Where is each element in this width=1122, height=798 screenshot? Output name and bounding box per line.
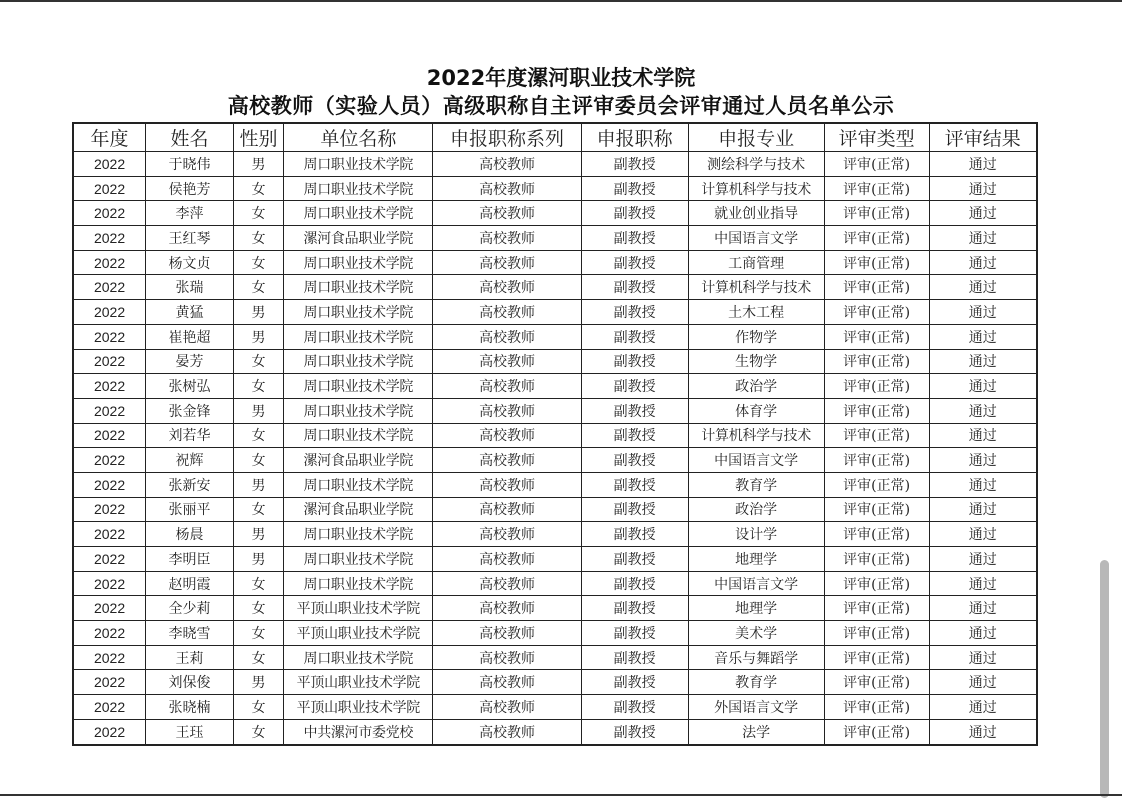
cell-gender: 男 <box>233 472 283 497</box>
cell-year: 2022 <box>73 152 146 177</box>
cell-review-type: 评审(正常) <box>824 547 929 572</box>
cell-gender: 女 <box>233 176 283 201</box>
cell-result: 通过 <box>929 324 1037 349</box>
cell-title-series: 高校教师 <box>433 374 581 399</box>
cell-result: 通过 <box>929 300 1037 325</box>
cell-review-type: 评审(正常) <box>824 719 929 744</box>
cell-title-series: 高校教师 <box>433 300 581 325</box>
cell-name: 赵明霞 <box>146 571 234 596</box>
cell-year: 2022 <box>73 670 146 695</box>
cell-gender: 女 <box>233 374 283 399</box>
cell-name: 王红琴 <box>146 226 234 251</box>
table-row <box>73 448 1037 473</box>
cell-unit: 周口职业技术学院 <box>284 250 433 275</box>
table-row <box>73 670 1037 695</box>
cell-name: 张丽平 <box>146 497 234 522</box>
cell-title: 副教授 <box>581 201 688 226</box>
cell-gender: 女 <box>233 349 283 374</box>
cell-year: 2022 <box>73 374 146 399</box>
cell-result: 通过 <box>929 226 1037 251</box>
table-body <box>73 152 1037 745</box>
cell-title-series: 高校教师 <box>433 250 581 275</box>
cell-result: 通过 <box>929 176 1037 201</box>
cell-result: 通过 <box>929 349 1037 374</box>
table-row <box>73 250 1037 275</box>
cell-unit: 中共漯河市委党校 <box>284 719 433 744</box>
table-row <box>73 374 1037 399</box>
cell-name: 李晓雪 <box>146 621 234 646</box>
cell-name: 刘若华 <box>146 423 234 448</box>
cell-major: 音乐与舞蹈学 <box>688 645 824 670</box>
cell-name: 晏芳 <box>146 349 234 374</box>
cell-title-series: 高校教师 <box>433 324 581 349</box>
cell-title: 副教授 <box>581 645 688 670</box>
cell-name: 王珏 <box>146 719 234 744</box>
cell-review-type: 评审(正常) <box>824 670 929 695</box>
table-row <box>73 547 1037 572</box>
cell-review-type: 评审(正常) <box>824 423 929 448</box>
cell-unit: 漯河食品职业学院 <box>284 497 433 522</box>
cell-unit: 周口职业技术学院 <box>284 472 433 497</box>
cell-title-series: 高校教师 <box>433 349 581 374</box>
table-row <box>73 472 1037 497</box>
cell-gender: 女 <box>233 201 283 226</box>
cell-review-type: 评审(正常) <box>824 621 929 646</box>
cell-major: 土木工程 <box>688 300 824 325</box>
vertical-scrollbar[interactable] <box>1100 560 1109 798</box>
cell-unit: 周口职业技术学院 <box>284 300 433 325</box>
cell-review-type: 评审(正常) <box>824 695 929 720</box>
cell-title: 副教授 <box>581 300 688 325</box>
cell-year: 2022 <box>73 349 146 374</box>
cell-major: 中国语言文学 <box>688 226 824 251</box>
cell-result: 通过 <box>929 448 1037 473</box>
cell-name: 张晓楠 <box>146 695 234 720</box>
cell-major: 体育学 <box>688 398 824 423</box>
cell-result: 通过 <box>929 522 1037 547</box>
column-header-title: 申报职称 <box>581 123 688 152</box>
cell-major: 设计学 <box>688 522 824 547</box>
cell-major: 政治学 <box>688 497 824 522</box>
cell-title: 副教授 <box>581 349 688 374</box>
table-row <box>73 423 1037 448</box>
cell-name: 张树弘 <box>146 374 234 399</box>
cell-year: 2022 <box>73 497 146 522</box>
cell-major: 中国语言文学 <box>688 448 824 473</box>
cell-name: 侯艳芳 <box>146 176 234 201</box>
cell-review-type: 评审(正常) <box>824 226 929 251</box>
cell-gender: 男 <box>233 522 283 547</box>
cell-result: 通过 <box>929 374 1037 399</box>
cell-gender: 男 <box>233 300 283 325</box>
cell-result: 通过 <box>929 423 1037 448</box>
cell-title-series: 高校教师 <box>433 497 581 522</box>
cell-gender: 女 <box>233 596 283 621</box>
cell-name: 杨晨 <box>146 522 234 547</box>
table-row <box>73 645 1037 670</box>
cell-title: 副教授 <box>581 374 688 399</box>
cell-unit: 周口职业技术学院 <box>284 374 433 399</box>
cell-major: 地理学 <box>688 547 824 572</box>
document-title: 2022年度漯河职业技术学院 <box>426 66 696 90</box>
cell-result: 通过 <box>929 596 1037 621</box>
cell-result: 通过 <box>929 201 1037 226</box>
cell-title: 副教授 <box>581 571 688 596</box>
cell-unit: 平顶山职业技术学院 <box>284 621 433 646</box>
cell-result: 通过 <box>929 472 1037 497</box>
cell-title-series: 高校教师 <box>433 571 581 596</box>
cell-title: 副教授 <box>581 522 688 547</box>
column-header-unit: 单位名称 <box>284 123 433 152</box>
cell-title-series: 高校教师 <box>433 596 581 621</box>
cell-gender: 男 <box>233 398 283 423</box>
cell-unit: 周口职业技术学院 <box>284 275 433 300</box>
cell-result: 通过 <box>929 571 1037 596</box>
cell-title-series: 高校教师 <box>433 547 581 572</box>
cell-review-type: 评审(正常) <box>824 201 929 226</box>
column-header-gender: 性别 <box>233 123 283 152</box>
cell-review-type: 评审(正常) <box>824 472 929 497</box>
cell-name: 李萍 <box>146 201 234 226</box>
cell-title-series: 高校教师 <box>433 522 581 547</box>
cell-unit: 平顶山职业技术学院 <box>284 695 433 720</box>
cell-review-type: 评审(正常) <box>824 152 929 177</box>
cell-year: 2022 <box>73 201 146 226</box>
cell-year: 2022 <box>73 645 146 670</box>
cell-name: 张新安 <box>146 472 234 497</box>
cell-unit: 周口职业技术学院 <box>284 324 433 349</box>
cell-title-series: 高校教师 <box>433 423 581 448</box>
cell-gender: 男 <box>233 670 283 695</box>
cell-unit: 周口职业技术学院 <box>284 201 433 226</box>
cell-name: 王莉 <box>146 645 234 670</box>
cell-title: 副教授 <box>581 152 688 177</box>
cell-title: 副教授 <box>581 497 688 522</box>
cell-title-series: 高校教师 <box>433 719 581 744</box>
cell-result: 通过 <box>929 547 1037 572</box>
cell-year: 2022 <box>73 621 146 646</box>
column-header-year: 年度 <box>73 123 146 152</box>
cell-review-type: 评审(正常) <box>824 275 929 300</box>
cell-gender: 女 <box>233 695 283 720</box>
cell-review-type: 评审(正常) <box>824 250 929 275</box>
cell-result: 通过 <box>929 250 1037 275</box>
cell-title: 副教授 <box>581 472 688 497</box>
table-row <box>73 695 1037 720</box>
cell-gender: 女 <box>233 497 283 522</box>
column-header-title-series: 申报职称系列 <box>433 123 581 152</box>
cell-name: 杨文贞 <box>146 250 234 275</box>
cell-result: 通过 <box>929 645 1037 670</box>
cell-result: 通过 <box>929 719 1037 744</box>
cell-name: 祝辉 <box>146 448 234 473</box>
cell-unit: 平顶山职业技术学院 <box>284 596 433 621</box>
cell-review-type: 评审(正常) <box>824 645 929 670</box>
cell-unit: 周口职业技术学院 <box>284 522 433 547</box>
cell-unit: 平顶山职业技术学院 <box>284 670 433 695</box>
cell-gender: 男 <box>233 547 283 572</box>
cell-major: 计算机科学与技术 <box>688 176 824 201</box>
cell-result: 通过 <box>929 497 1037 522</box>
cell-gender: 女 <box>233 621 283 646</box>
cell-title: 副教授 <box>581 547 688 572</box>
column-header-major: 申报专业 <box>688 123 824 152</box>
cell-result: 通过 <box>929 621 1037 646</box>
table-row <box>73 176 1037 201</box>
cell-review-type: 评审(正常) <box>824 571 929 596</box>
cell-result: 通过 <box>929 152 1037 177</box>
table-row <box>73 497 1037 522</box>
table-row <box>73 571 1037 596</box>
cell-major: 作物学 <box>688 324 824 349</box>
cell-major: 计算机科学与技术 <box>688 275 824 300</box>
column-header-review-type: 评审类型 <box>824 123 929 152</box>
cell-major: 就业创业指导 <box>688 201 824 226</box>
cell-gender: 女 <box>233 250 283 275</box>
cell-title-series: 高校教师 <box>433 472 581 497</box>
cell-unit: 周口职业技术学院 <box>284 176 433 201</box>
cell-title: 副教授 <box>581 176 688 201</box>
roster-table <box>72 122 1038 746</box>
table-header-row <box>73 123 1037 152</box>
cell-gender: 女 <box>233 423 283 448</box>
table-row <box>73 719 1037 744</box>
table-row <box>73 300 1037 325</box>
cell-title-series: 高校教师 <box>433 448 581 473</box>
cell-name: 李明臣 <box>146 547 234 572</box>
cell-name: 黄猛 <box>146 300 234 325</box>
bottom-divider <box>0 794 1122 796</box>
cell-unit: 周口职业技术学院 <box>284 398 433 423</box>
cell-title: 副教授 <box>581 275 688 300</box>
table-row <box>73 398 1037 423</box>
cell-year: 2022 <box>73 571 146 596</box>
cell-review-type: 评审(正常) <box>824 324 929 349</box>
cell-title: 副教授 <box>581 719 688 744</box>
cell-title-series: 高校教师 <box>433 226 581 251</box>
cell-major: 外国语言文学 <box>688 695 824 720</box>
cell-result: 通过 <box>929 695 1037 720</box>
cell-title-series: 高校教师 <box>433 398 581 423</box>
cell-year: 2022 <box>73 324 146 349</box>
cell-title: 副教授 <box>581 398 688 423</box>
cell-major: 美术学 <box>688 621 824 646</box>
cell-year: 2022 <box>73 398 146 423</box>
cell-title-series: 高校教师 <box>433 201 581 226</box>
cell-title: 副教授 <box>581 448 688 473</box>
cell-major: 中国语言文学 <box>688 571 824 596</box>
cell-year: 2022 <box>73 522 146 547</box>
cell-year: 2022 <box>73 250 146 275</box>
cell-title-series: 高校教师 <box>433 645 581 670</box>
cell-result: 通过 <box>929 275 1037 300</box>
cell-year: 2022 <box>73 472 146 497</box>
cell-result: 通过 <box>929 670 1037 695</box>
document-subtitle: 高校教师（实验人员）高级职称自主评审委员会评审通过人员名单公示 <box>227 94 895 118</box>
cell-major: 计算机科学与技术 <box>688 423 824 448</box>
cell-gender: 女 <box>233 448 283 473</box>
cell-year: 2022 <box>73 596 146 621</box>
cell-major: 工商管理 <box>688 250 824 275</box>
cell-title-series: 高校教师 <box>433 152 581 177</box>
table-row <box>73 324 1037 349</box>
table-row <box>73 621 1037 646</box>
cell-gender: 女 <box>233 226 283 251</box>
cell-unit: 周口职业技术学院 <box>284 349 433 374</box>
cell-major: 教育学 <box>688 670 824 695</box>
cell-title: 副教授 <box>581 226 688 251</box>
table-row <box>73 596 1037 621</box>
cell-review-type: 评审(正常) <box>824 300 929 325</box>
top-divider <box>0 0 1122 2</box>
cell-unit: 漯河食品职业学院 <box>284 226 433 251</box>
cell-name: 崔艳超 <box>146 324 234 349</box>
cell-year: 2022 <box>73 226 146 251</box>
cell-name: 刘保俊 <box>146 670 234 695</box>
cell-title-series: 高校教师 <box>433 275 581 300</box>
cell-review-type: 评审(正常) <box>824 497 929 522</box>
cell-unit: 漯河食品职业学院 <box>284 448 433 473</box>
cell-gender: 女 <box>233 571 283 596</box>
cell-name: 全少莉 <box>146 596 234 621</box>
cell-title: 副教授 <box>581 621 688 646</box>
cell-review-type: 评审(正常) <box>824 448 929 473</box>
cell-gender: 男 <box>233 152 283 177</box>
cell-gender: 男 <box>233 324 283 349</box>
cell-year: 2022 <box>73 275 146 300</box>
cell-title-series: 高校教师 <box>433 621 581 646</box>
cell-gender: 女 <box>233 645 283 670</box>
cell-unit: 周口职业技术学院 <box>284 547 433 572</box>
cell-major: 地理学 <box>688 596 824 621</box>
cell-title: 副教授 <box>581 670 688 695</box>
cell-name: 张瑞 <box>146 275 234 300</box>
cell-review-type: 评审(正常) <box>824 522 929 547</box>
cell-review-type: 评审(正常) <box>824 349 929 374</box>
column-header-result: 评审结果 <box>929 123 1037 152</box>
cell-major: 测绘科学与技术 <box>688 152 824 177</box>
cell-title: 副教授 <box>581 324 688 349</box>
cell-review-type: 评审(正常) <box>824 176 929 201</box>
cell-year: 2022 <box>73 423 146 448</box>
table-row <box>73 201 1037 226</box>
table-row <box>73 226 1037 251</box>
cell-result: 通过 <box>929 398 1037 423</box>
cell-unit: 周口职业技术学院 <box>284 152 433 177</box>
cell-gender: 女 <box>233 275 283 300</box>
cell-year: 2022 <box>73 176 146 201</box>
cell-major: 生物学 <box>688 349 824 374</box>
cell-title-series: 高校教师 <box>433 176 581 201</box>
table-row <box>73 522 1037 547</box>
cell-major: 政治学 <box>688 374 824 399</box>
cell-unit: 周口职业技术学院 <box>284 571 433 596</box>
cell-gender: 女 <box>233 719 283 744</box>
cell-year: 2022 <box>73 547 146 572</box>
column-header-name: 姓名 <box>146 123 234 152</box>
cell-year: 2022 <box>73 448 146 473</box>
cell-title: 副教授 <box>581 423 688 448</box>
table-row <box>73 275 1037 300</box>
cell-major: 法学 <box>688 719 824 744</box>
cell-title: 副教授 <box>581 695 688 720</box>
cell-title-series: 高校教师 <box>433 670 581 695</box>
cell-review-type: 评审(正常) <box>824 596 929 621</box>
cell-review-type: 评审(正常) <box>824 398 929 423</box>
cell-name: 于晓伟 <box>146 152 234 177</box>
cell-review-type: 评审(正常) <box>824 374 929 399</box>
cell-year: 2022 <box>73 695 146 720</box>
cell-title: 副教授 <box>581 250 688 275</box>
table-row <box>73 152 1037 177</box>
cell-year: 2022 <box>73 300 146 325</box>
table-row <box>73 349 1037 374</box>
cell-unit: 周口职业技术学院 <box>284 423 433 448</box>
cell-title-series: 高校教师 <box>433 695 581 720</box>
cell-title: 副教授 <box>581 596 688 621</box>
cell-unit: 周口职业技术学院 <box>284 645 433 670</box>
cell-major: 教育学 <box>688 472 824 497</box>
cell-year: 2022 <box>73 719 146 744</box>
cell-name: 张金锋 <box>146 398 234 423</box>
